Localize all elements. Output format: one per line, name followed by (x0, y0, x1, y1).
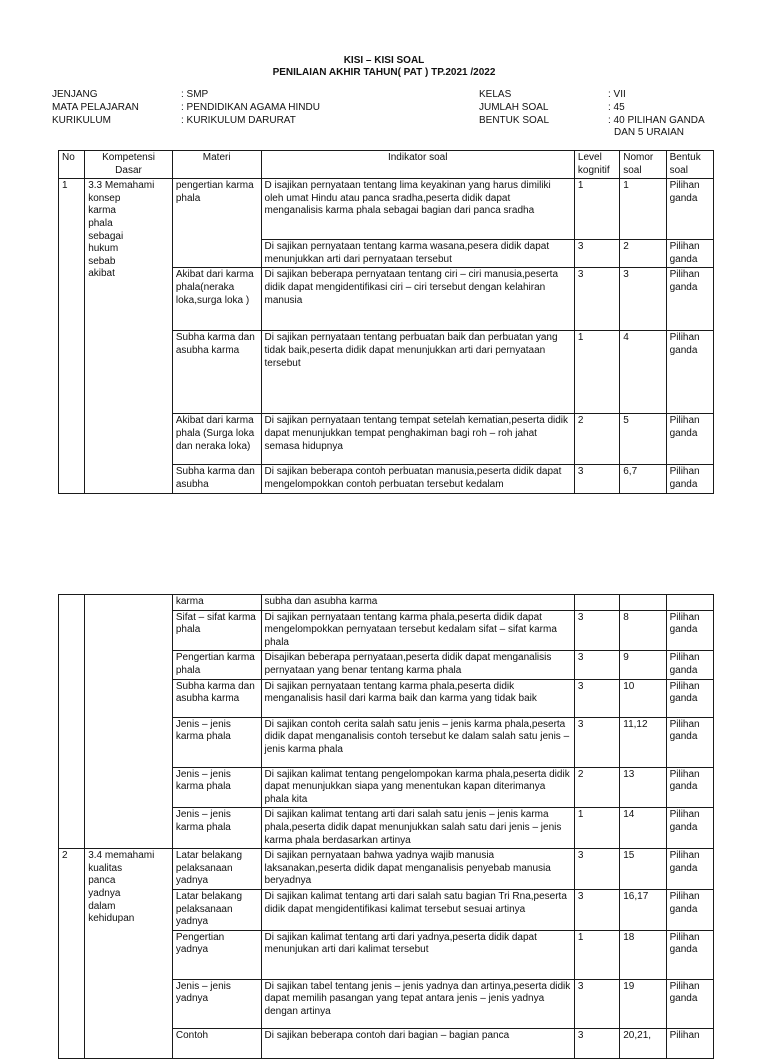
materi-cell: Subha karma dan asubha (172, 465, 261, 493)
kisi-table-page1 (58, 150, 714, 494)
document-title: KISI – KISI SOAL (343, 55, 425, 66)
indikator-cell: Di sajikan pernyataan tentang tempat setelah kematian,peserta didik dapat menunjukkan tempat penghakiman bagi roh – roh jahat semasa hidupnya (261, 414, 574, 465)
level-cell: 1 (574, 808, 619, 849)
level-cell: 3 (574, 979, 619, 1028)
indikator-cell: Di sajikan tabel tentang jenis – jenis yadnya dan artinya,peserta didik dapat memilih pasangan yang tepat antara jenis – jenis yadnya dengan artinya (261, 979, 574, 1028)
materi-cell: Latar belakang pelaksanaan yadnya (172, 889, 261, 930)
meta-label-jumlah: JUMLAH SOAL (479, 102, 549, 113)
kompetensi-cell: 3.4 memahami kualitas panca yadnya dalam kehidupan (85, 849, 173, 1059)
materi-cell: Jenis – jenis karma phala (172, 717, 261, 767)
bentuk-cell: Pilihan ganda (666, 849, 713, 890)
meta-label-jenjang: JENJANG (52, 89, 98, 100)
table-row (59, 179, 714, 240)
indikator-cell: Di sajikan kalimat tentang arti dari salah satu bagian Tri Rna,peserta didik dapat mengidentifikasi kalimat tersebut sesuai artinya (261, 889, 574, 930)
table-header-row (59, 151, 714, 179)
header-materi: Materi (172, 151, 261, 179)
header-bentuk: Bentuk soal (666, 151, 713, 179)
level-cell: 3 (574, 889, 619, 930)
bentuk-cell: Pilihan ganda (666, 889, 713, 930)
bentuk-cell: Pilihan ganda (666, 679, 713, 717)
meta-value-mapel: : PENDIDIKAN AGAMA HINDU (181, 102, 320, 113)
indikator-cell: D isajikan pernyataan tentang lima keyakinan yang harus dimiliki oleh umat Hindu atau panca sradha,peserta didik dapat menganalisis karma phala sebagai bagian dari panca sradha (261, 179, 574, 240)
indikator-cell: Di sajikan contoh cerita salah satu jenis – jenis karma phala,peserta didik dapat menganalisis contoh tersebut ke dalam salah satu jenis – jenis karma phala (261, 717, 574, 767)
level-cell: 1 (574, 179, 619, 240)
materi-cell: Jenis – jenis karma phala (172, 808, 261, 849)
nomor-cell: 11,12 (620, 717, 666, 767)
indikator-cell: Di sajikan pernyataan tentang karma wasana,pesera didik dapat menunjukkan arti dari pernyataan tersebut (261, 240, 574, 268)
bentuk-cell: Pilihan (666, 1028, 713, 1058)
level-cell: 3 (574, 240, 619, 268)
level-cell: 3 (574, 679, 619, 717)
bentuk-cell: Pilihan ganda (666, 651, 713, 679)
indikator-cell: Di sajikan pernyataan tentang karma phala,peserta didik menganalisis hasil dari karma baik dan karma yang tidak baik (261, 679, 574, 717)
nomor-cell: 6,7 (620, 465, 666, 493)
meta-value-bentuk-line2: DAN 5 URAIAN (614, 127, 685, 138)
bentuk-cell: Pilihan ganda (666, 179, 713, 240)
meta-label-kurikulum: KURIKULUM (52, 115, 111, 126)
bentuk-cell (666, 595, 713, 611)
indikator-cell: Di sajikan kalimat tentang arti dari salah satu jenis – jenis karma phala,peserta didik dapat menunjukkan salah satu dari jenis – jenis karma phala berdasarkan artinya (261, 808, 574, 849)
materi-cell: Subha karma dan asubha karma (172, 679, 261, 717)
materi-cell: Akibat dari karma phala(neraka loka,surga loka ) (172, 268, 261, 331)
materi-cell: Sifat – sifat karma phala (172, 610, 261, 651)
document-subtitle: PENILAIAN AKHIR TAHUN( PAT ) TP.2021 /2022 (272, 67, 496, 78)
indikator-cell: Di sajikan beberapa contoh dari bagian – bagian panca (261, 1028, 574, 1058)
nomor-cell: 19 (620, 979, 666, 1028)
level-cell: 1 (574, 331, 619, 414)
bentuk-cell: Pilihan ganda (666, 240, 713, 268)
materi-cell: Subha karma dan asubha karma (172, 331, 261, 414)
materi-cell: Jenis – jenis yadnya (172, 979, 261, 1028)
nomor-cell: 16,17 (620, 889, 666, 930)
bentuk-cell: Pilihan ganda (666, 331, 713, 414)
meta-value-kurikulum: : KURIKULUM DARURAT (181, 115, 296, 126)
meta-value-jumlah: : 45 (608, 102, 625, 113)
nomor-cell: 1 (620, 179, 666, 240)
kompetensi-cell: 3.3 Memahami konsep karma phala sebagai hukum sebab akibat (85, 179, 173, 493)
level-cell: 3 (574, 651, 619, 679)
nomor-cell (620, 595, 666, 611)
bentuk-cell: Pilihan ganda (666, 979, 713, 1028)
indikator-cell: Di sajikan pernyataan tentang perbuatan baik dan perbuatan yang tidak baik,peserta didik dapat menunjukkan arti dari pernyataan tersebut (261, 331, 574, 414)
materi-cell: Latar belakang pelaksanaan yadnya (172, 849, 261, 890)
materi-cell: Pengertian yadnya (172, 930, 261, 979)
meta-label-kelas: KELAS (479, 89, 512, 100)
materi-cell: Contoh (172, 1028, 261, 1058)
meta-label-mapel: MATA PELAJARAN (52, 102, 139, 113)
nomor-cell: 9 (620, 651, 666, 679)
kisi-table-page2 (58, 594, 714, 1059)
row-no: 2 (59, 849, 85, 1059)
table-row (59, 595, 714, 611)
bentuk-cell: Pilihan ganda (666, 268, 713, 331)
nomor-cell: 18 (620, 930, 666, 979)
meta-label-bentuk: BENTUK SOAL (479, 115, 550, 126)
indikator-cell: subha dan asubha karma (261, 595, 574, 611)
indikator-cell: Di sajikan pernyataan bahwa yadnya wajib manusia laksanakan,peserta didik dapat menganalisis penyebab manusia beryadnya (261, 849, 574, 890)
level-cell: 3 (574, 1028, 619, 1058)
header-no: No (59, 151, 85, 179)
indikator-cell: Di sajikan pernyataan tentang karma phala,peserta didik dapat mengelompokkan pernyataan tersebut kedalam sifat – sifat karma phala (261, 610, 574, 651)
nomor-cell: 20,21, (620, 1028, 666, 1058)
row-no (59, 595, 85, 849)
nomor-cell: 13 (620, 767, 666, 808)
header-level: Level kognitif (574, 151, 619, 179)
kompetensi-cell (85, 595, 173, 849)
nomor-cell: 4 (620, 331, 666, 414)
header-kompetensi: Kompetensi Dasar (85, 151, 173, 179)
row-no: 1 (59, 179, 85, 493)
nomor-cell: 3 (620, 268, 666, 331)
level-cell: 3 (574, 268, 619, 331)
bentuk-cell: Pilihan ganda (666, 717, 713, 767)
materi-cell: karma (172, 595, 261, 611)
bentuk-cell: Pilihan ganda (666, 610, 713, 651)
materi-cell: Akibat dari karma phala (Surga loka dan neraka loka) (172, 414, 261, 465)
indikator-cell: Di sajikan kalimat tentang arti dari yadnya,peserta didik dapat menunjukan arti dari kalimat tersebut (261, 930, 574, 979)
materi-cell: Pengertian karma phala (172, 651, 261, 679)
indikator-cell: Di sajikan kalimat tentang pengelompokan karma phala,peserta didik dapat menunjukkan siapa yang menentukan kapan diterimanya phala kita (261, 767, 574, 808)
bentuk-cell: Pilihan ganda (666, 767, 713, 808)
header-nomor: Nomor soal (620, 151, 666, 179)
meta-value-jenjang: : SMP (181, 89, 209, 100)
bentuk-cell: Pilihan ganda (666, 414, 713, 465)
level-cell: 3 (574, 717, 619, 767)
nomor-cell: 2 (620, 240, 666, 268)
nomor-cell: 15 (620, 849, 666, 890)
indikator-cell: Di sajikan beberapa pernyataan tentang ciri – ciri manusia,peserta didik dapat mengidentifikasi ciri – ciri tersebut dengan kelahiran manusia (261, 268, 574, 331)
level-cell: 3 (574, 849, 619, 890)
nomor-cell: 8 (620, 610, 666, 651)
header-indikator: Indikator soal (261, 151, 574, 179)
indikator-cell: Disajikan beberapa pernyataan,peserta didik dapat menganalisis pernyataan yang benar tentang karma phala (261, 651, 574, 679)
level-cell (574, 595, 619, 611)
materi-cell: pengertian karma phala (172, 179, 261, 268)
level-cell: 3 (574, 465, 619, 493)
level-cell: 1 (574, 930, 619, 979)
level-cell: 2 (574, 767, 619, 808)
bentuk-cell: Pilihan ganda (666, 465, 713, 493)
meta-value-kelas: : VII (608, 89, 626, 100)
bentuk-cell: Pilihan ganda (666, 808, 713, 849)
level-cell: 2 (574, 414, 619, 465)
bentuk-cell: Pilihan ganda (666, 930, 713, 979)
meta-value-bentuk: : 40 PILIHAN GANDA (608, 115, 705, 126)
table-row (59, 849, 714, 890)
nomor-cell: 5 (620, 414, 666, 465)
indikator-cell: Di sajikan beberapa contoh perbuatan manusia,peserta didik dapat mengelompokkan contoh perbuatan tersebut kedalam (261, 465, 574, 493)
materi-cell: Jenis – jenis karma phala (172, 767, 261, 808)
nomor-cell: 10 (620, 679, 666, 717)
level-cell: 3 (574, 610, 619, 651)
nomor-cell: 14 (620, 808, 666, 849)
